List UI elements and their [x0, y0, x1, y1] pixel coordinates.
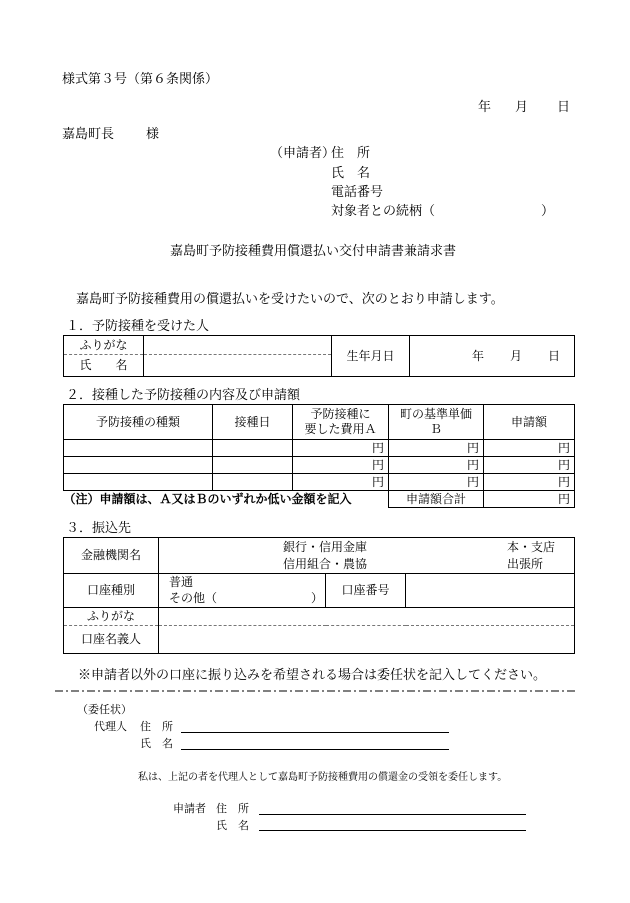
table-row: [64, 457, 575, 474]
agent-label: 代理人: [94, 720, 127, 733]
col-vaccine-type: 予防接種の種類: [64, 405, 213, 440]
addressee: 嘉島町長: [62, 127, 115, 142]
proxy-applicant-address-label: 住 所: [216, 802, 249, 815]
branch-type-1: 本・支店: [507, 540, 556, 554]
applicant-name-label: 氏 名: [331, 166, 371, 181]
vaccination-table: [63, 404, 575, 508]
recipient-furigana-label: ふりがな: [64, 336, 144, 355]
bank-name-label: 金融機関名: [64, 538, 159, 574]
applicant-address-label: 住 所: [331, 146, 371, 161]
applicant-relation-close: ）: [541, 204, 555, 219]
vaccine-type-field[interactable]: [64, 474, 213, 491]
cost-a-field[interactable]: 円: [293, 457, 389, 474]
recipient-name-field[interactable]: [144, 355, 332, 377]
total-amount-field[interactable]: 円: [484, 491, 575, 508]
section1-heading: １．予防接種を受けた人: [66, 319, 210, 334]
cost-a-field[interactable]: 円: [293, 474, 389, 491]
addressee-honorific: 様: [146, 127, 160, 142]
unit-price-b-field[interactable]: 円: [389, 457, 484, 474]
agent-address-field[interactable]: [181, 732, 449, 733]
intro-text: 嘉島町予防接種費用の償還払いを受けたいので、次のとおり申請します。: [76, 292, 504, 307]
amount-field[interactable]: 円: [484, 440, 575, 457]
agent-address-label: 住 所: [140, 720, 173, 733]
birthdate-day: 日: [548, 348, 561, 363]
col-vaccination-date: 接種日: [213, 405, 293, 440]
account-type-label: 口座種別: [64, 574, 159, 608]
vaccination-date-field[interactable]: [213, 457, 293, 474]
date-day: 日: [557, 100, 571, 115]
account-number-label: 口座番号: [326, 574, 406, 608]
branch-type-2: 出張所: [507, 557, 544, 571]
birthdate-field[interactable]: [410, 336, 575, 377]
vaccination-date-field[interactable]: [213, 440, 293, 457]
account-type-normal[interactable]: 普通: [169, 575, 194, 589]
total-label: 申請額合計: [389, 491, 484, 508]
proxy-applicant-name-label: 氏 名: [216, 819, 249, 832]
account-holder-field[interactable]: [159, 626, 575, 654]
amount-field[interactable]: 円: [484, 474, 575, 491]
section2-heading: ２．接種した予防接種の内容及び申請額: [66, 388, 301, 403]
col-application-amount: 申請額: [484, 405, 575, 440]
document-title: 嘉島町予防接種費用償還払い交付申請書兼請求書: [170, 244, 457, 259]
cost-a-field[interactable]: 円: [293, 440, 389, 457]
recipient-name-label: 氏 名: [64, 355, 144, 377]
vaccination-date-field[interactable]: [213, 474, 293, 491]
form-number: 様式第３号（第６条関係）: [62, 72, 219, 87]
amount-field[interactable]: 円: [484, 457, 575, 474]
applicant-relation-label: 対象者との続柄（: [331, 204, 436, 219]
proxy-applicant-name-field[interactable]: [259, 830, 526, 831]
account-holder-label: 口座名義人: [64, 626, 159, 654]
vaccine-type-field[interactable]: [64, 457, 213, 474]
account-type-other-close: ）: [311, 591, 324, 605]
proxy-notice: ※申請者以外の口座に振り込みを希望される場合は委任状を記入してください。: [78, 668, 547, 683]
applicant-phone-label: 電話番号: [331, 185, 384, 200]
agent-name-label: 氏 名: [140, 737, 173, 750]
birthdate-month: 月: [510, 348, 523, 363]
birthdate-label: 生年月日: [332, 336, 410, 377]
account-type-other[interactable]: その他（: [169, 591, 218, 605]
account-type-field[interactable]: [159, 574, 326, 608]
bank-type-2: 信用組合・農協: [283, 557, 368, 571]
amount-note: （注）申請額は、Ａ又はＢのいずれか低い金額を記入: [64, 491, 389, 508]
separator-line: [55, 689, 577, 693]
bank-table: [63, 537, 575, 654]
table-row: [64, 440, 575, 457]
bank-name-field[interactable]: [159, 538, 575, 574]
proxy-applicant-address-field[interactable]: [259, 814, 526, 815]
recipient-table: [63, 335, 575, 377]
proxy-heading: （委任状）: [77, 703, 132, 716]
col-cost-a: 予防接種に 要した費用Ａ: [293, 405, 389, 440]
vaccine-type-field[interactable]: [64, 440, 213, 457]
agent-name-field[interactable]: [181, 749, 449, 750]
unit-price-b-field[interactable]: 円: [389, 474, 484, 491]
recipient-furigana-field[interactable]: [144, 336, 332, 355]
date-month: 月: [515, 100, 529, 115]
section3-heading: ３．振込先: [66, 521, 132, 536]
table-row: [64, 474, 575, 491]
date-year: 年: [478, 100, 492, 115]
holder-furigana-field[interactable]: [159, 608, 575, 626]
proxy-statement: 私は、上記の者を代理人として嘉島町予防接種費用の償還金の受領を委任します。: [138, 772, 508, 783]
account-number-field[interactable]: [406, 574, 575, 608]
applicant-label: （申請者）: [270, 146, 336, 161]
proxy-applicant-label: 申請者: [173, 802, 206, 815]
holder-furigana-label: ふりがな: [64, 608, 159, 626]
birthdate-year: 年: [472, 348, 485, 363]
bank-type-1: 銀行・信用金庫: [283, 540, 368, 554]
unit-price-b-field[interactable]: 円: [389, 440, 484, 457]
col-unit-price-b: 町の基準単価 Ｂ: [389, 405, 484, 440]
